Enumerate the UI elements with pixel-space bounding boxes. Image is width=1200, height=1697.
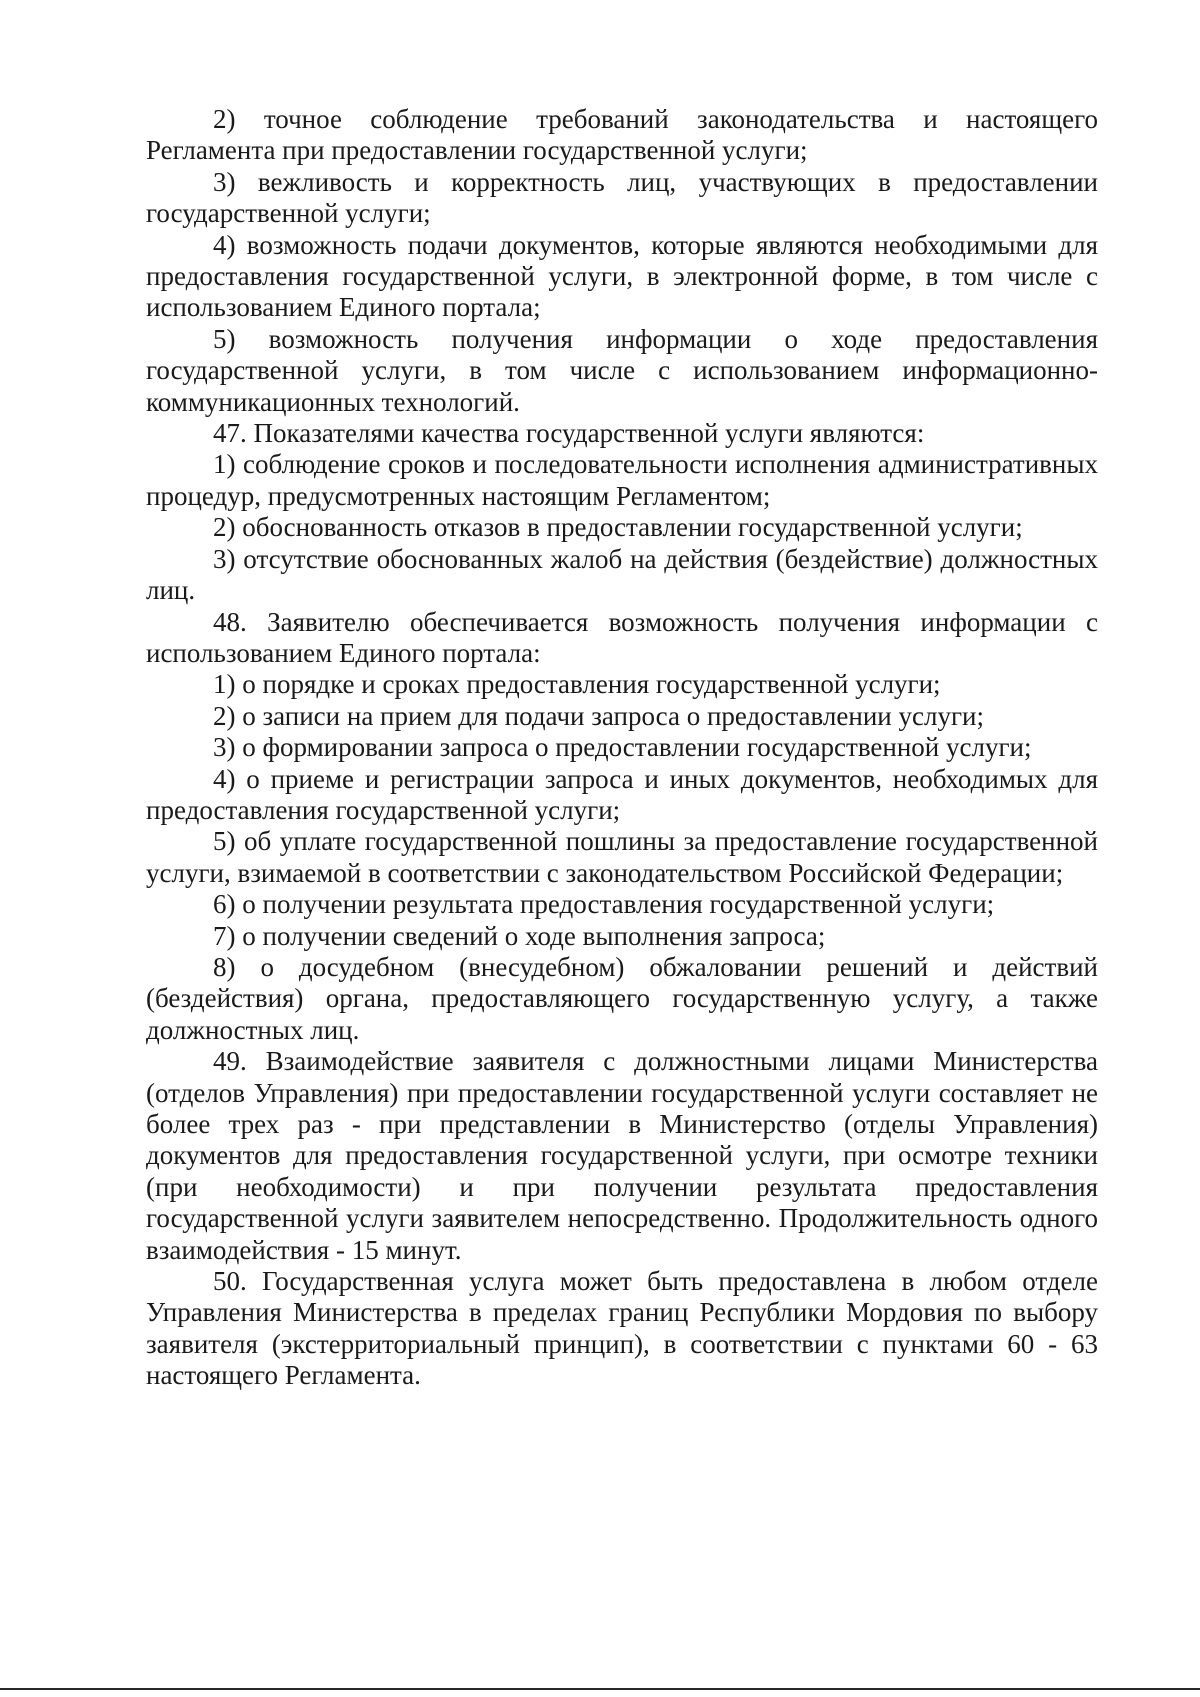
paragraph-48-item-1: 1) о порядке и сроках предоставления государственной услуги; bbox=[213, 669, 941, 700]
paragraph-48-item-2: 2) о записи на прием для подачи запроса о предоставлении услуги; bbox=[213, 700, 984, 731]
paragraph-47-heading: 47. Показателями качества государственной услуги являются: bbox=[213, 418, 925, 449]
paragraph-48-item-3: 3) о формировании запроса о предоставлении государственной услуги; bbox=[213, 732, 1032, 763]
paragraph-48-item-7: 7) о получении сведений о ходе выполнения запроса; bbox=[213, 920, 826, 951]
paragraph-48-heading: 48. Заявителю обеспечивается возможность получения информации с использованием Единого портала: bbox=[146, 606, 1098, 668]
paragraph-47-item-2: 2) обоснованность отказов в предоставлении государственной услуги; bbox=[213, 512, 1023, 543]
paragraph-49: 49. Взаимодействие заявителя с должностными лицами Министерства (отделов Управления) при предоставлении государственной услуги составляет не более трех раз - при представлении в Министерство (отделы Управления) документов для предоставления государственной услуги, при осмотре техники (при необходимости) и при получении результата предоставления государственной услуги заявителем непосредственно. Продолжительность одного взаимодействия - 15 минут. bbox=[146, 1046, 1098, 1265]
document-body bbox=[146, 104, 1098, 1392]
paragraph-48-item-4: 4) о приеме и регистрации запроса и иных документов, необходимых для предоставления государственной услуги; bbox=[146, 763, 1098, 825]
paragraph-50: 50. Государственная услуга может быть предоставлена в любом отделе Управления Министерства в пределах границ Республики Мордовия по выбору заявителя (экстерриториальный принцип), в соответствии с пунктами 60 - 63 настоящего Регламента. bbox=[146, 1266, 1098, 1391]
paragraph-46-item-2: 2) точное соблюдение требований законодательства и настоящего Регламента при предоставлении государственной услуги; bbox=[146, 104, 1098, 166]
paragraph-48-item-5: 5) об уплате государственной пошлины за предоставление государственной услуги, взимаемой в соответствии с законодательством Российской Федерации; bbox=[146, 826, 1098, 888]
paragraph-47-item-3: 3) отсутствие обоснованных жалоб на действия (бездействие) должностных лиц. bbox=[146, 543, 1098, 606]
scan-bottom-edge-line bbox=[0, 1688, 1200, 1690]
paragraph-47-item-1: 1) соблюдение сроков и последовательности исполнения административных процедур, предусмотренных настоящим Регламентом; bbox=[146, 449, 1098, 511]
paragraph-46-item-5: 5) возможность получения информации о ходе предоставления государственной услуги, в том числе с использованием информационно-коммуникационных технологий. bbox=[146, 323, 1098, 417]
paragraph-46-item-3: 3) вежливость и корректность лиц, участвующих в предоставлении государственной услуги; bbox=[146, 166, 1098, 229]
paragraph-48-item-6: 6) о получении результата предоставления государственной услуги; bbox=[213, 889, 995, 920]
paragraph-46-item-4: 4) возможность подачи документов, которые являются необходимыми для предоставления государственной услуги, в электронной форме, в том числе с использованием Единого портала; bbox=[146, 229, 1098, 323]
paragraph-48-item-8: 8) о досудебном (внесудебном) обжаловании решений и действий (бездействия) органа, предоставляющего государственную услугу, а также должностных лиц. bbox=[146, 951, 1098, 1045]
